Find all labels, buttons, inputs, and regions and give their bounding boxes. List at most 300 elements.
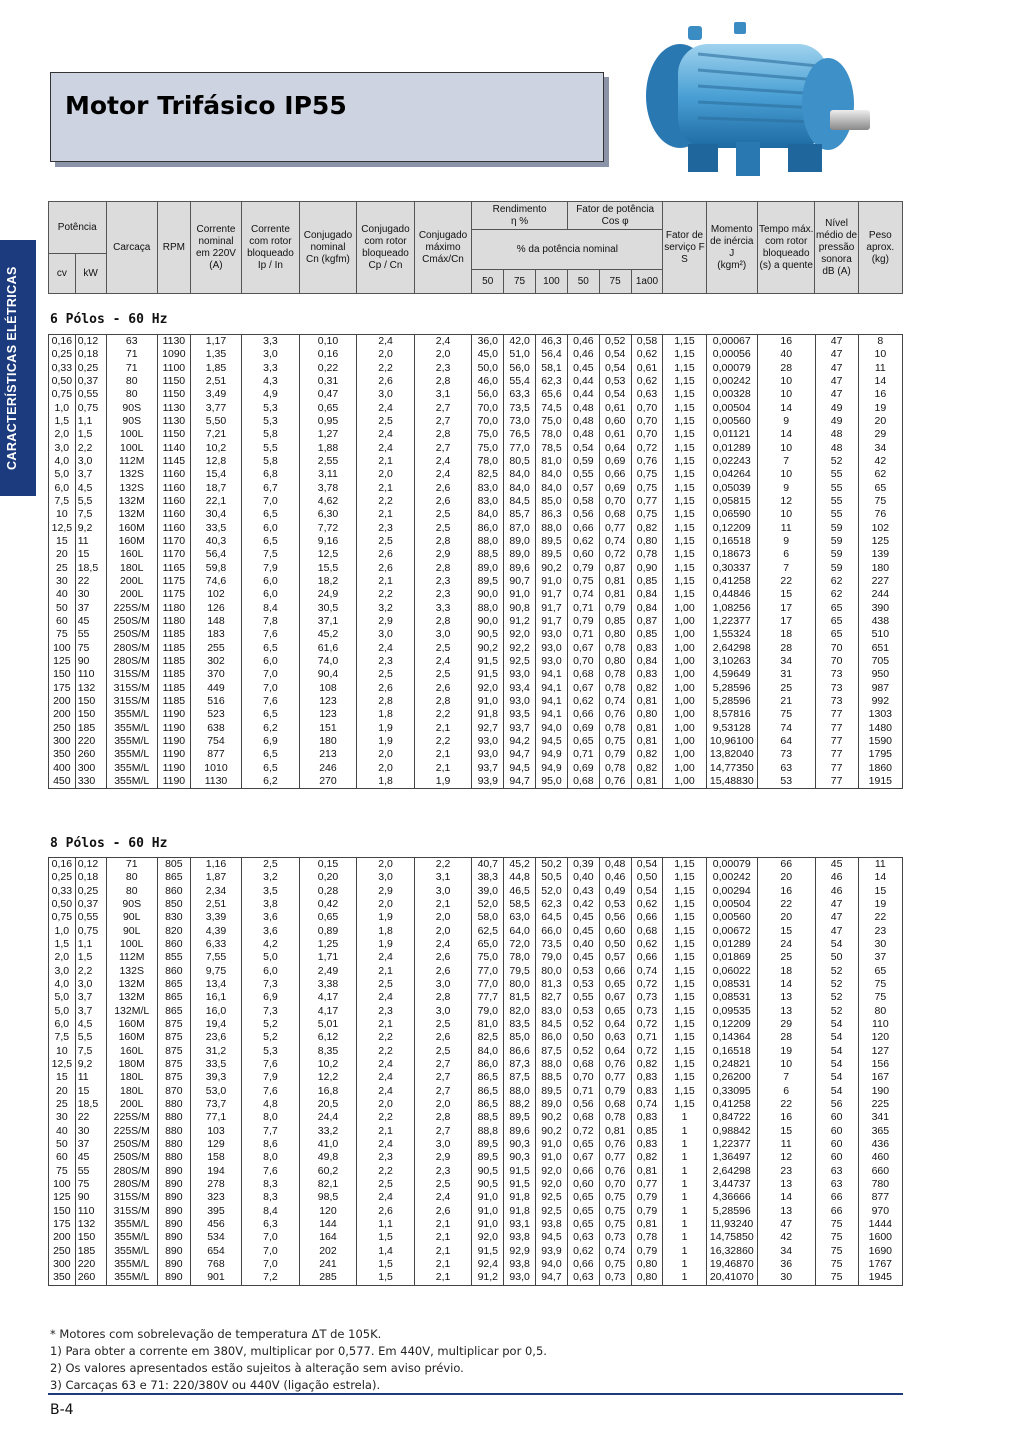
table-cell: 88,0 [472, 535, 504, 548]
table-row [49, 1085, 903, 1098]
table-cell: 10 [49, 1045, 76, 1058]
table-cell: 0,53 [567, 1005, 599, 1018]
table-cell: 3,0 [49, 442, 76, 455]
table-cell: 0,14364 [706, 1031, 757, 1044]
table-cell: 880 [157, 1138, 190, 1151]
table-cell: 0,58 [631, 335, 663, 349]
table-cell: 0,81 [599, 1125, 631, 1138]
table-cell: 1,5 [357, 1271, 415, 1285]
table-cell: 1,1 [357, 1218, 415, 1231]
table-cell: 2,9 [414, 1151, 472, 1164]
table-cell: 23 [757, 1165, 815, 1178]
header-nivel-sonoro: Nível médio de pressão sonora dB (A) [815, 202, 858, 294]
table-cell: 865 [157, 991, 190, 1004]
table-cell: 877 [190, 748, 241, 761]
table-cell: 7,8 [242, 615, 300, 628]
table-cell: 123 [299, 695, 357, 708]
table-cell: 83,0 [472, 482, 504, 495]
table-cell: 93,7 [472, 762, 504, 775]
table-cell: 2,1 [414, 722, 472, 735]
table-cell: 2,0 [49, 951, 76, 964]
table-row [49, 468, 903, 481]
table-cell: 91,2 [504, 615, 536, 628]
table-cell: 5,0 [242, 951, 300, 964]
table-cell: 1,08256 [706, 602, 757, 615]
table-cell: 160L [106, 1045, 157, 1058]
table-cell: 89,6 [504, 562, 536, 575]
table-cell: 0,00079 [706, 858, 757, 872]
table-cell: 93,5 [504, 708, 536, 721]
table-cell: 0,66 [599, 468, 631, 481]
table-cell: 86,5 [472, 1071, 504, 1084]
table-cell: 1,15 [663, 508, 706, 521]
table-cell: 41,0 [299, 1138, 357, 1151]
table-cell: 160M [106, 522, 157, 535]
table-cell: 87,5 [504, 1071, 536, 1084]
table-cell: 6,5 [242, 535, 300, 548]
table-cell: 37 [75, 602, 106, 615]
table-cell: 190 [858, 1085, 902, 1098]
table-cell: 47 [815, 911, 858, 924]
table-cell: 110 [75, 668, 106, 681]
table-cell: 280S/M [106, 1165, 157, 1178]
table-cell: 93,0 [536, 642, 568, 655]
table-cell: 1185 [157, 668, 190, 681]
table-cell: 49,8 [299, 1151, 357, 1164]
table-cell: 18 [757, 965, 815, 978]
table-cell: 13,4 [190, 978, 241, 991]
table-cell: 1,15 [663, 1005, 706, 1018]
table-cell: 3,3 [242, 362, 300, 375]
table-cell: 0,50 [599, 938, 631, 951]
table-cell: 0,74 [567, 588, 599, 601]
table-cell: 0,60 [567, 1178, 599, 1191]
table-cell: 0,01121 [706, 428, 757, 441]
table-cell: 0,59 [567, 455, 599, 468]
table-cell: 93,1 [504, 1218, 536, 1231]
table-cell: 92,0 [536, 1178, 568, 1191]
table-cell: 0,46 [567, 348, 599, 361]
table-cell: 22 [75, 575, 106, 588]
table-cell: 93,0 [472, 748, 504, 761]
table-cell: 5,5 [75, 495, 106, 508]
table-cell: 44,8 [504, 871, 536, 884]
table-cell: 81,0 [472, 1018, 504, 1031]
table-cell: 2,1 [414, 762, 472, 775]
header-rendimento: Rendimento η % [472, 202, 568, 230]
table-cell: 89,5 [472, 1151, 504, 1164]
table-cell: 94,1 [536, 668, 568, 681]
table-cell: 1,15 [663, 978, 706, 991]
table-cell: 1160 [157, 482, 190, 495]
table-cell: 0,73 [631, 1005, 663, 1018]
table-cell: 5,3 [242, 415, 300, 428]
table-cell: 13,82040 [706, 748, 757, 761]
table-cell: 0,00067 [706, 335, 757, 349]
table-cell: 3,77 [190, 402, 241, 415]
table-cell: 3,11 [299, 468, 357, 481]
table-cell: 1190 [157, 775, 190, 789]
table-cell: 75 [49, 628, 76, 641]
table-cell: 0,80 [631, 535, 663, 548]
table-cell: 5,01 [299, 1018, 357, 1031]
table-cell: 0,25 [49, 871, 76, 884]
table-cell: 2,3 [414, 362, 472, 375]
table-cell: 200L [106, 1098, 157, 1111]
table-cell: 86,0 [472, 1058, 504, 1071]
table-cell: 250S/M [106, 628, 157, 641]
table-cell: 890 [157, 1245, 190, 1258]
table-cell: 0,71 [567, 1085, 599, 1098]
table-cell: 64,0 [504, 925, 536, 938]
table-cell: 132 [75, 1218, 106, 1231]
table-cell: 125 [858, 535, 902, 548]
table-cell: 108 [299, 682, 357, 695]
table-cell: 33,2 [299, 1125, 357, 1138]
table-cell: 0,89 [299, 925, 357, 938]
table-row [49, 655, 903, 668]
table-cell: 0,42 [567, 898, 599, 911]
table-row [49, 562, 903, 575]
table-cell: 56,4 [536, 348, 568, 361]
table-cell: 0,98842 [706, 1125, 757, 1138]
table-cell: 1,35 [190, 348, 241, 361]
table-cell: 2,1 [357, 1018, 415, 1031]
table-cell: 0,50 [49, 375, 76, 388]
table-cell: 0,48 [567, 415, 599, 428]
table-cell: 1,00 [663, 615, 706, 628]
table-cell: 2,4 [357, 1058, 415, 1071]
table-cell: 3,0 [357, 871, 415, 884]
table-row [49, 668, 903, 681]
table-cell: 132M [106, 495, 157, 508]
table-cell: 92,0 [504, 628, 536, 641]
table-row [49, 495, 903, 508]
table-cell: 175 [49, 682, 76, 695]
table-cell: 59 [815, 562, 858, 575]
table-cell: 865 [157, 871, 190, 884]
table-cell: 90,4 [299, 668, 357, 681]
table-cell: 15 [75, 1085, 106, 1098]
table-cell: 126 [190, 602, 241, 615]
table-cell: 0,65 [299, 402, 357, 415]
table-cell: 120 [858, 1031, 902, 1044]
table-cell: 1,15 [663, 415, 706, 428]
table-cell: 0,25 [49, 348, 76, 361]
table-cell: 15,48830 [706, 775, 757, 789]
table-cell: 0,75 [631, 508, 663, 521]
table-cell: 0,74 [631, 1098, 663, 1111]
table-cell: 350 [49, 748, 76, 761]
table-cell: 0,72 [599, 548, 631, 561]
table-cell: 5,8 [242, 455, 300, 468]
table-cell: 75 [815, 1245, 858, 1258]
table-cell: 94,9 [536, 748, 568, 761]
table-cell: 1185 [157, 682, 190, 695]
table-cell: 49 [815, 402, 858, 415]
table-cell: 2,6 [357, 375, 415, 388]
table-cell: 7,0 [242, 1245, 300, 1258]
table-cell: 1,00 [663, 762, 706, 775]
table-cell: 0,70 [567, 1071, 599, 1084]
page-number: B-4 [50, 1402, 74, 1418]
table-cell: 91,2 [472, 1271, 504, 1285]
table-cell: 8,57816 [706, 708, 757, 721]
table-cell: 2,1 [357, 575, 415, 588]
table-cell: 47 [815, 375, 858, 388]
table-cell: 227 [858, 575, 902, 588]
header-conjugado-maximo: Conjugado máximo Cmáx/Cn [414, 202, 472, 294]
table-cell: 1,15 [663, 562, 706, 575]
table-cell: 92,5 [504, 655, 536, 668]
table-cell: 30 [49, 575, 76, 588]
table-cell: 5,0 [49, 1005, 76, 1018]
table-cell: 77 [815, 708, 858, 721]
table-cell: 5,3 [242, 1045, 300, 1058]
table-cell: 0,82 [631, 762, 663, 775]
table-cell: 1170 [157, 548, 190, 561]
table-cell: 0,45 [567, 362, 599, 375]
table-cell: 0,83 [631, 668, 663, 681]
table-cell: 1303 [858, 708, 902, 721]
table-cell: 80 [106, 375, 157, 388]
table-cell: 0,37 [75, 898, 106, 911]
table-cell: 1190 [157, 735, 190, 748]
table-cell: 6,0 [49, 482, 76, 495]
table-cell: 79,0 [536, 951, 568, 964]
table-cell: 7,0 [242, 495, 300, 508]
table-cell: 12,5 [49, 522, 76, 535]
table-cell: 1,15 [663, 455, 706, 468]
table-cell: 88,5 [472, 1111, 504, 1124]
table-cell: 865 [157, 978, 190, 991]
table-cell: 28 [757, 642, 815, 655]
table-cell: 0,66 [599, 965, 631, 978]
table-cell: 87,0 [504, 522, 536, 535]
table-cell: 10 [757, 375, 815, 388]
table-cell: 0,55 [75, 911, 106, 924]
table-cell: 1,00 [663, 708, 706, 721]
table-cell: 0,64 [599, 442, 631, 455]
table-cell: 0,65 [599, 978, 631, 991]
table-cell: 94,0 [536, 1258, 568, 1271]
table-cell: 2,0 [357, 748, 415, 761]
table-cell: 37 [858, 951, 902, 964]
table-cell: 2,9 [414, 548, 472, 561]
table-cell: 14 [757, 428, 815, 441]
table-cell: 90 [75, 1191, 106, 1204]
table-cell: 0,77 [599, 522, 631, 535]
table-cell: 22 [757, 898, 815, 911]
table-cell: 1130 [157, 402, 190, 415]
table-cell: 2,6 [414, 1205, 472, 1218]
table-cell: 0,78 [631, 548, 663, 561]
table-cell: 10 [757, 1058, 815, 1071]
table-cell: 1795 [858, 748, 902, 761]
table-row [49, 775, 903, 789]
table-cell: 5,0 [49, 991, 76, 1004]
table-cell: 355M/L [106, 722, 157, 735]
table-cell: 75 [815, 1231, 858, 1244]
table-cell: 1,15 [663, 348, 706, 361]
table-cell: 2,1 [357, 1125, 415, 1138]
table-cell: 52 [815, 1005, 858, 1018]
table-cell: 7,55 [190, 951, 241, 964]
table-cell: 2,1 [414, 748, 472, 761]
table-cell: 0,62 [631, 938, 663, 951]
table-cell: 270 [299, 775, 357, 789]
table-cell: 0,39 [567, 858, 599, 872]
table-cell: 7,5 [75, 1045, 106, 1058]
table-cell: 6,3 [242, 1218, 300, 1231]
table-cell: 2,0 [357, 468, 415, 481]
table-cell: 73 [815, 682, 858, 695]
table-cell: 2,6 [357, 682, 415, 695]
table-cell: 63 [815, 1178, 858, 1191]
table-cell: 1,15 [663, 388, 706, 401]
table-cell: 1,5 [357, 1258, 415, 1271]
table-cell: 46,3 [536, 335, 568, 349]
table-cell: 2,51 [190, 898, 241, 911]
table-cell: 24 [757, 938, 815, 951]
table-cell: 91,0 [472, 1205, 504, 1218]
table-cell: 100L [106, 428, 157, 441]
table-cell: 0,80 [599, 655, 631, 668]
table-cell: 94,5 [536, 735, 568, 748]
table-cell: 315S/M [106, 1205, 157, 1218]
table-cell: 0,75 [567, 575, 599, 588]
table-cell: 0,74 [631, 965, 663, 978]
table-cell: 65 [858, 965, 902, 978]
section-title-8-polos: 8 Pólos - 60 Hz [50, 836, 168, 851]
table-cell: 55 [815, 468, 858, 481]
table-row [49, 535, 903, 548]
table-cell: 86,0 [536, 1031, 568, 1044]
table-cell: 77 [815, 762, 858, 775]
table-row [49, 362, 903, 375]
table-cell: 300 [75, 762, 106, 775]
table-cell: 50 [49, 602, 76, 615]
table-cell: 150 [75, 695, 106, 708]
table-cell: 1,15 [663, 951, 706, 964]
table-cell: 84,0 [504, 468, 536, 481]
table-cell: 0,41258 [706, 575, 757, 588]
table-cell: 180L [106, 1071, 157, 1084]
table-cell: 56,4 [190, 548, 241, 561]
table-cell: 2,5 [242, 858, 300, 872]
table-cell: 1767 [858, 1258, 902, 1271]
table-cell: 2,8 [414, 562, 472, 575]
table-cell: 58,0 [472, 911, 504, 924]
table-cell: 0,83 [631, 642, 663, 655]
table-cell: 2,3 [414, 588, 472, 601]
table-cell: 55 [815, 508, 858, 521]
table-cell: 88,5 [472, 548, 504, 561]
table-cell: 2,6 [414, 495, 472, 508]
table-cell: 65 [815, 615, 858, 628]
table-cell: 1185 [157, 655, 190, 668]
table-cell: 77 [815, 735, 858, 748]
table-cell: 19 [757, 1045, 815, 1058]
table-cell: 70 [815, 642, 858, 655]
table-cell: 3,0 [242, 348, 300, 361]
table-cell: 94,1 [536, 708, 568, 721]
table-cell: 0,05039 [706, 482, 757, 495]
table-cell: 10,2 [299, 1058, 357, 1071]
table-cell: 8,6 [242, 1138, 300, 1151]
table-cell: 638 [190, 722, 241, 735]
table-cell: 1,16 [190, 858, 241, 872]
table-cell: 1,15 [663, 938, 706, 951]
table-cell: 875 [157, 1045, 190, 1058]
table-cell: 0,76 [599, 708, 631, 721]
table-cell: 0,81 [631, 722, 663, 735]
table-cell: 92,0 [472, 682, 504, 695]
table-cell: 0,82 [631, 682, 663, 695]
table-cell: 1,15 [663, 1031, 706, 1044]
table-cell: 6,33 [190, 938, 241, 951]
header-conjugado-nominal: Conjugado nominal Cn (kgfm) [299, 202, 357, 294]
table-cell: 15 [75, 548, 106, 561]
table-cell: 0,63 [567, 1271, 599, 1285]
header-peso: Peso aprox. (kg) [858, 202, 902, 294]
table-cell: 0,00242 [706, 375, 757, 388]
table-row [49, 735, 903, 748]
table-cell: 85,0 [536, 495, 568, 508]
table-cell: 3,8 [242, 898, 300, 911]
table-cell: 89,5 [472, 575, 504, 588]
table-cell: 2,4 [414, 655, 472, 668]
table-cell: 87,5 [536, 1045, 568, 1058]
table-cell: 3,0 [414, 1005, 472, 1018]
table-cell: 1,00 [663, 682, 706, 695]
table-cell: 123 [299, 708, 357, 721]
footnote: 1) Para obter a corrente em 380V, multiplicar por 0,577. Em 440V, multiplicar por 0,5. [50, 1344, 547, 1358]
table-cell: 651 [858, 642, 902, 655]
table-cell: 3,6 [242, 911, 300, 924]
table-cell: 0,83 [631, 1085, 663, 1098]
table-cell: 2,2 [414, 735, 472, 748]
table-cell: 880 [157, 1098, 190, 1111]
table-cell: 1130 [157, 335, 190, 349]
table-cell: 1,15 [663, 1045, 706, 1058]
table-cell: 2,7 [414, 1085, 472, 1098]
table-cell: 1,1 [75, 415, 106, 428]
table-cell: 1150 [157, 375, 190, 388]
table-cell: 2,5 [357, 535, 415, 548]
table-cell: 875 [157, 1031, 190, 1044]
table-cell: 0,00672 [706, 925, 757, 938]
table-cell: 183 [190, 628, 241, 641]
table-cell: 0,16 [49, 335, 76, 349]
table-cell: 780 [858, 1178, 902, 1191]
table-cell: 25 [757, 951, 815, 964]
header-rpm: RPM [157, 202, 190, 294]
table-cell: 7,72 [299, 522, 357, 535]
table-cell: 225S/M [106, 602, 157, 615]
table-cell: 5,8 [242, 428, 300, 441]
table-cell: 0,52 [567, 1045, 599, 1058]
table-cell: 0,73 [599, 1231, 631, 1244]
table-cell: 300 [49, 735, 76, 748]
table-cell: 80 [858, 1005, 902, 1018]
table-row [49, 858, 903, 872]
table-cell: 91,7 [536, 615, 568, 628]
table-cell: 2,6 [357, 562, 415, 575]
table-cell: 2,4 [414, 468, 472, 481]
table-cell: 0,06022 [706, 965, 757, 978]
table-cell: 80,0 [536, 965, 568, 978]
